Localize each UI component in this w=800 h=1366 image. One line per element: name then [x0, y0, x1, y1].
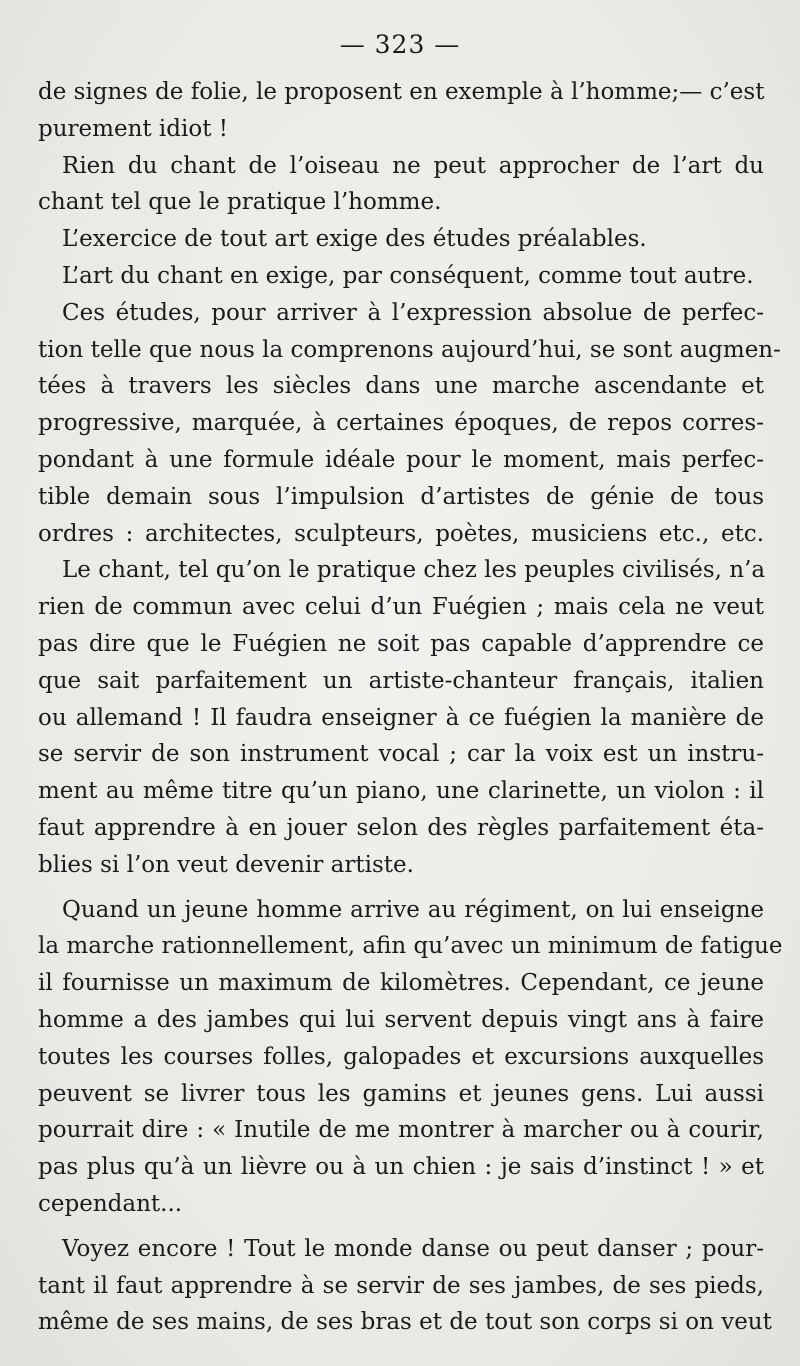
text-line: Voyez encore ! Tout le monde danse ou peut danser ; pour-	[62, 1235, 764, 1262]
text-line: pas dire que le Fuégien ne soit pas capable d’apprendre ce	[38, 630, 764, 657]
text-line: peuvent se livrer tous les gamins et jeunes gens. Lui aussi	[38, 1080, 764, 1107]
text-line: de signes de folie, le proposent en exemple à l’homme;— c’est	[38, 79, 765, 105]
text-line: Ces études, pour arriver à l’expression absolue de perfec-	[62, 299, 764, 326]
text-line: se servir de son instrument vocal ; car la voix est un instru-	[38, 741, 764, 768]
paragraph-gap	[38, 884, 764, 892]
text-line: rien de commun avec celui d’un Fuégien ; mais cela ne veut	[38, 594, 764, 621]
text-line: que sait parfaitement un artiste-chanteur français, italien	[38, 667, 764, 694]
text-line: ment au même titre qu’un piano, une clarinette, un violon : il	[38, 778, 764, 805]
text-line: tion telle que nous la comprenons aujourd’hui, se sont augmen-	[38, 336, 781, 363]
text-line: cependant...	[38, 1190, 183, 1217]
text-line: ordres : architectes, sculpteurs, poètes, musiciens etc., etc.	[38, 520, 764, 547]
paragraph-gap	[38, 1223, 764, 1231]
text-line: Rien du chant de l’oiseau ne peut approcher de l’art du	[62, 152, 764, 179]
text-line: toutes les courses folles, galopades et excursions auxquelles	[38, 1043, 764, 1070]
text-line: faut apprendre à en jouer selon des règles parfaitement éta-	[38, 814, 764, 841]
text-line: pourrait dire : « Inutile de me montrer à marcher ou à courir,	[38, 1117, 764, 1144]
text-line: L’exercice de tout art exige des études préalables.	[62, 226, 647, 253]
text-line: L’art du chant en exige, par conséquent, comme tout autre.	[62, 262, 754, 289]
text-line: la marche rationnellement, afin qu’avec un minimum de fatigue	[38, 933, 783, 960]
page-number: — 323 —	[339, 30, 461, 59]
text-line: pondant à une formule idéale pour le moment, mais perfec-	[38, 446, 764, 473]
text-line: tant il faut apprendre à se servir de ses jambes, de ses pieds,	[38, 1272, 764, 1299]
text-line: il fournisse un maximum de kilomètres. Cependant, ce jeune	[38, 970, 764, 997]
text-line: tible demain sous l’impulsion d’artistes de génie de tous	[38, 483, 764, 510]
text-line: ou allemand ! Il faudra enseigner à ce fuégien la manière de	[38, 704, 764, 731]
text-line: blies si l’on veut devenir artiste.	[38, 851, 414, 878]
text-line: Le chant, tel qu’on le pratique chez les peuples civilisés, n’a	[62, 557, 766, 584]
text-line: pas plus qu’à un lièvre ou à un chien : je sais d’instinct ! » et	[38, 1154, 764, 1181]
text-line: homme a des jambes qui lui servent depuis vingt ans à faire	[38, 1006, 764, 1033]
text-line: chant tel que le pratique l’homme.	[38, 189, 442, 216]
text-line: purement idiot !	[38, 115, 229, 142]
page-text	[38, 74, 783, 1341]
text-line: progressive, marquée, à certaines époques, de repos corres-	[38, 410, 764, 437]
text-line: tées à travers les siècles dans une marche ascendante et	[38, 373, 764, 400]
text-line: Quand un jeune homme arrive au régiment, on lui enseigne	[62, 896, 764, 923]
text-line: même de ses mains, de ses bras et de tout son corps si on veut	[38, 1309, 772, 1336]
